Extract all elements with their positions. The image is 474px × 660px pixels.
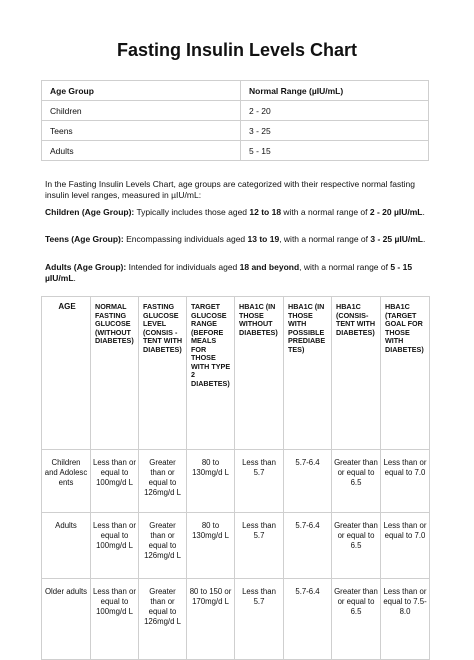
group-text: , with a normal range of — [279, 234, 371, 244]
group-text: Encompassing individuals aged — [123, 234, 248, 244]
table-cell: Greater than or equal to 126mg/d L — [139, 450, 187, 513]
table-cell: 5 - 15 — [241, 141, 429, 161]
table-cell: Less than or equal to 7.0 — [381, 450, 430, 513]
table-cell: Adults — [42, 513, 91, 579]
table-cell: Greater than or equal to 126mg/d L — [139, 513, 187, 579]
group-label: Teens (Age Group): — [45, 234, 124, 244]
page-title: Fasting Insulin Levels Chart — [116, 40, 358, 60]
table-cell: Greater than or equal to 6.5 — [332, 450, 381, 513]
table-cell: Less than or equal to 100mg/d L — [91, 450, 139, 513]
group-paragraph-adults — [45, 262, 430, 284]
column-header: TARGET GLUCOSE RANGE (BEFORE MEALS FOR THOSE WITH TYPE 2 DIABETES) — [187, 297, 235, 450]
table-row — [42, 579, 430, 660]
table-cell: Less than or equal to 100mg/d L — [91, 579, 139, 660]
table-cell: 80 to 130mg/d L — [187, 450, 235, 513]
group-paragraph-children — [45, 207, 430, 218]
table-cell: Greater than or equal to 126mg/d L — [139, 579, 187, 660]
group-label: Children (Age Group): — [45, 207, 135, 217]
group-text: Typically includes those aged — [134, 207, 250, 217]
group-age: 13 to 19 — [247, 234, 280, 244]
table-cell: Less than 5.7 — [235, 513, 284, 579]
table-cell: 2 - 20 — [241, 101, 429, 121]
column-header: NORMAL FASTING GLUCOSE (WITHOUT DIABETES) — [91, 297, 139, 450]
table-row — [42, 513, 430, 579]
group-text: with a normal range of — [281, 207, 370, 217]
table-cell: 80 to 130mg/d L — [187, 513, 235, 579]
group-text: . — [422, 207, 425, 217]
group-range: 5 - 15 µIU/mL — [45, 262, 413, 283]
table-row — [42, 121, 429, 141]
group-text: , with a normal range of — [299, 262, 391, 272]
table-cell: Greater than or equal to 6.5 — [332, 579, 381, 660]
column-header: HBA1C (CONSIS- TENT WITH DIABETES) — [332, 297, 381, 450]
table-cell: Older adults — [42, 579, 91, 660]
table-cell: Adults — [42, 141, 241, 161]
column-header: Normal Range (µIU/mL) — [241, 81, 429, 101]
group-age: 18 and beyond — [239, 262, 300, 272]
table-cell: Less than or equal to 100mg/d L — [91, 513, 139, 579]
table-header-row — [42, 81, 429, 101]
column-header: HBA1C (TARGET GOAL FOR THOSE WITH DIABETES) — [381, 297, 430, 450]
table-cell: 5.7-6.4 — [284, 513, 332, 579]
table-row — [42, 101, 429, 121]
table-cell: 5.7-6.4 — [284, 450, 332, 513]
group-range: 2 - 20 µIU/mL — [369, 207, 423, 217]
table-cell: 5.7-6.4 — [284, 579, 332, 660]
table-cell: Teens — [42, 121, 241, 141]
column-header: AGE — [42, 297, 91, 450]
column-header: Age Group — [42, 81, 241, 101]
group-text: Intended for individuals aged — [126, 262, 240, 272]
group-range: 3 - 25 µIU/mL — [370, 234, 423, 244]
table-cell: Less than or equal to 7.5-8.0 — [381, 579, 430, 660]
intro-paragraph: In the Fasting Insulin Levels Chart, age groups are categorized with their respective normal fasting insulin level ranges, measured in µIU/mL: — [45, 179, 415, 200]
table-row — [42, 450, 430, 513]
table-cell: Greater than or equal to 6.5 — [332, 513, 381, 579]
table-cell: 3 - 25 — [241, 121, 429, 141]
group-label: Adults (Age Group): — [45, 262, 127, 272]
table-row — [42, 141, 429, 161]
group-text: . — [73, 273, 76, 283]
group-text: . — [422, 234, 426, 244]
group-paragraph-teens — [45, 234, 430, 245]
table-cell: Less than 5.7 — [235, 450, 284, 513]
table-cell: Less than 5.7 — [235, 579, 284, 660]
detail-table — [41, 296, 430, 660]
column-header: FASTING GLUCOSE LEVEL (CONSIS -TENT WITH DIABETES) — [139, 297, 187, 450]
table-cell: Children and Adolesc ents — [42, 450, 91, 513]
table-cell: 80 to 150 or 170mg/d L — [187, 579, 235, 660]
table-header-row — [42, 297, 430, 450]
group-age: 12 to 18 — [249, 207, 282, 217]
column-header: HBA1C (IN THOSE WITHOUT DIABETES) — [235, 297, 284, 450]
table-cell: Less than or equal to 7.0 — [381, 513, 430, 579]
range-table — [41, 80, 429, 161]
column-header: HBA1C (IN THOSE WITH POSSIBLE PREDIABE TES) — [284, 297, 332, 450]
table-cell: Children — [42, 101, 241, 121]
